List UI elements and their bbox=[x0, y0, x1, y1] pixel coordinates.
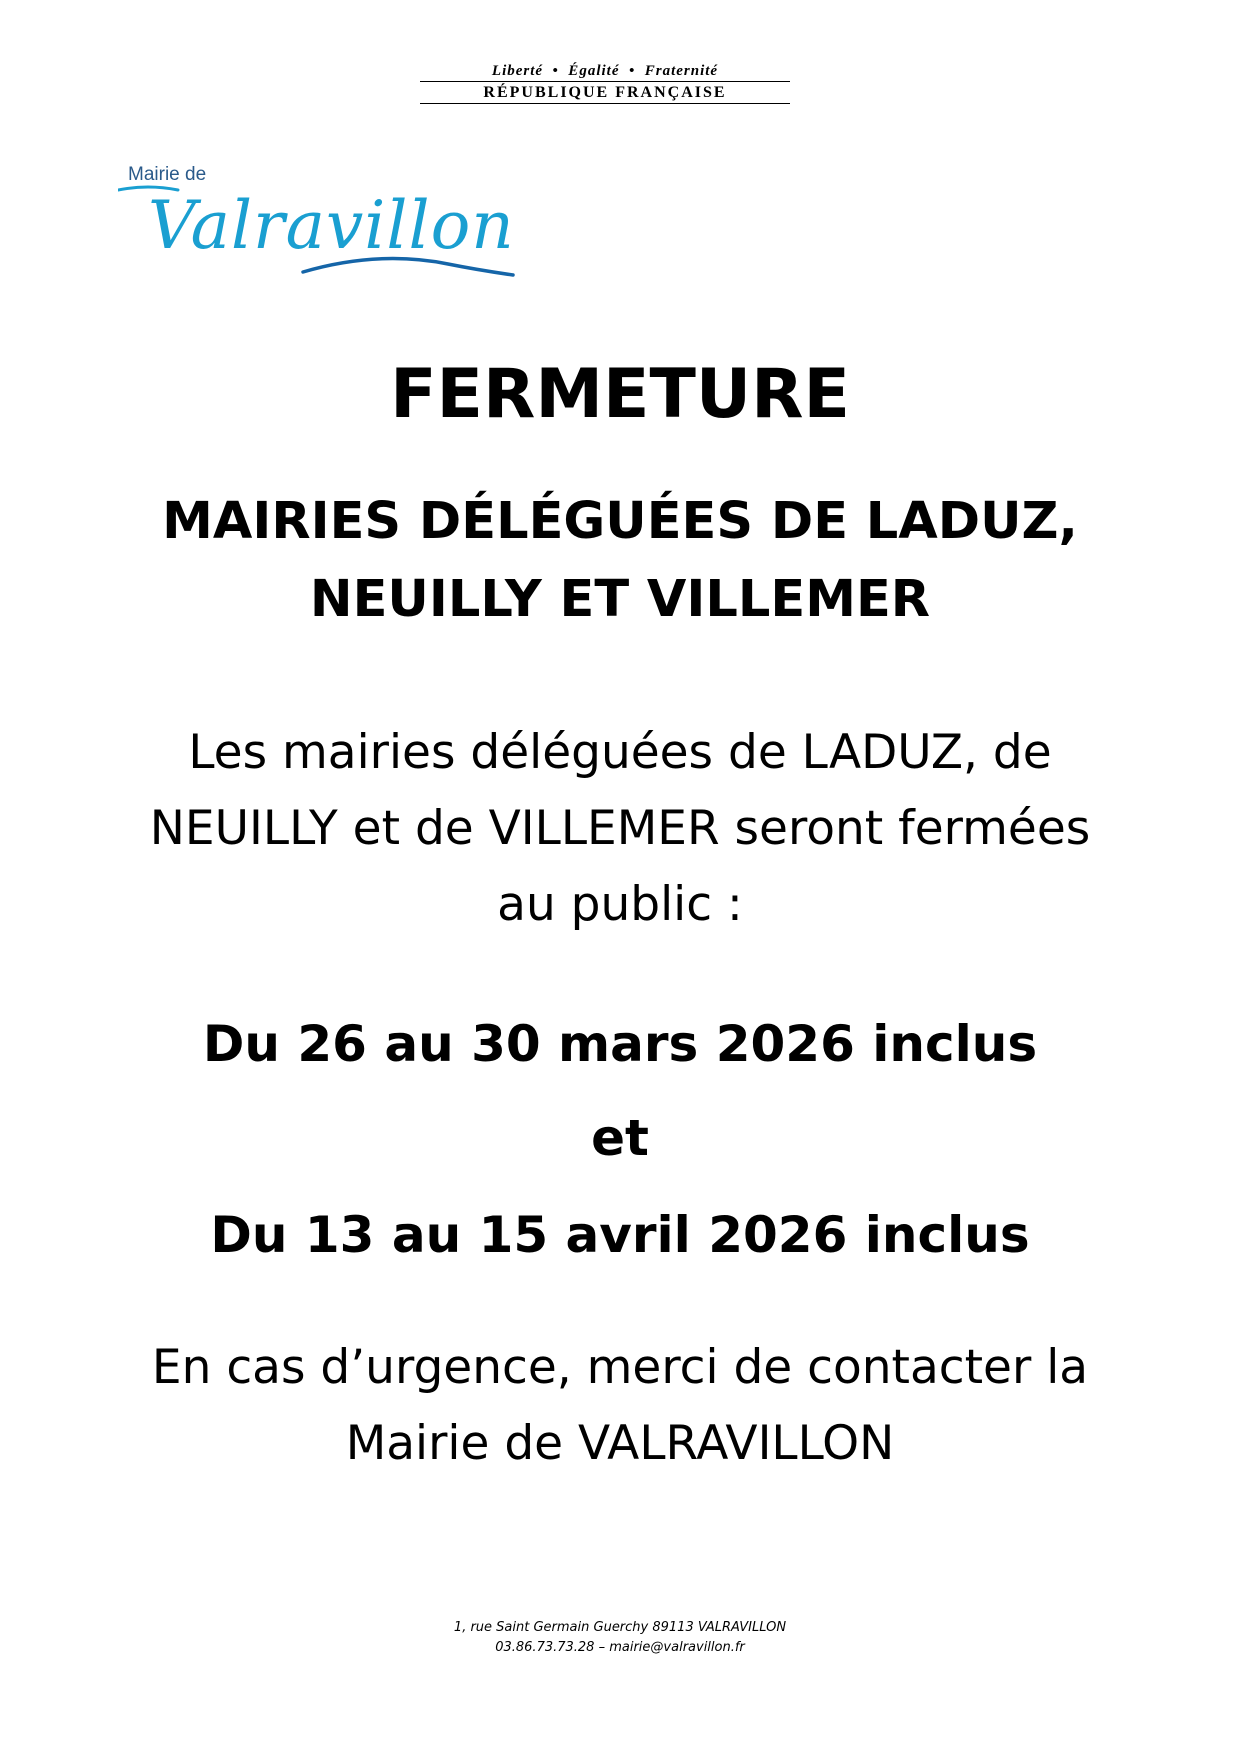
notice-subtitle bbox=[0, 483, 1240, 639]
logo-graphic bbox=[118, 160, 578, 290]
republic-name: RÉPUBLIQUE FRANÇAISE bbox=[483, 84, 727, 101]
republic-header bbox=[420, 62, 790, 104]
notice-title: FERMETURE bbox=[390, 355, 850, 434]
page-footer bbox=[0, 1618, 1240, 1658]
mairie-logo bbox=[118, 160, 578, 290]
closure-period-1: Du 26 au 30 mars 2026 inclus bbox=[202, 1015, 1038, 1073]
intro-line: au public : bbox=[497, 877, 743, 932]
republic-motto: Liberté • Égalité • Fraternité bbox=[491, 63, 719, 79]
header-divider bbox=[420, 81, 790, 82]
logo-prefix: Mairie de bbox=[128, 164, 207, 185]
header-divider-bottom bbox=[420, 103, 790, 104]
subtitle-line: MAIRIES DÉLÉGUÉES DE LADUZ, bbox=[162, 492, 1078, 551]
urgent-line: En cas d’urgence, merci de contacter la bbox=[151, 1340, 1089, 1395]
intro-line: Les mairies déléguées de LADUZ, de bbox=[188, 725, 1052, 780]
urgent-line: Mairie de VALRAVILLON bbox=[345, 1416, 895, 1471]
urgent-contact bbox=[0, 1330, 1240, 1482]
notice-intro bbox=[0, 715, 1240, 943]
intro-line: NEUILLY et de VILLEMER seront fermées bbox=[149, 801, 1091, 856]
footer-contact: 03.86.73.73.28 – mairie@valravillon.fr bbox=[495, 1640, 745, 1655]
closure-period-2: Du 13 au 15 avril 2026 inclus bbox=[210, 1206, 1030, 1264]
closure-conjunction: et bbox=[591, 1109, 649, 1167]
logo-name: Valravillon bbox=[148, 187, 515, 264]
footer-address: 1, rue Saint Germain Guerchy 89113 VALRAVILLON bbox=[453, 1620, 787, 1635]
subtitle-line: NEUILLY ET VILLEMER bbox=[309, 570, 931, 629]
